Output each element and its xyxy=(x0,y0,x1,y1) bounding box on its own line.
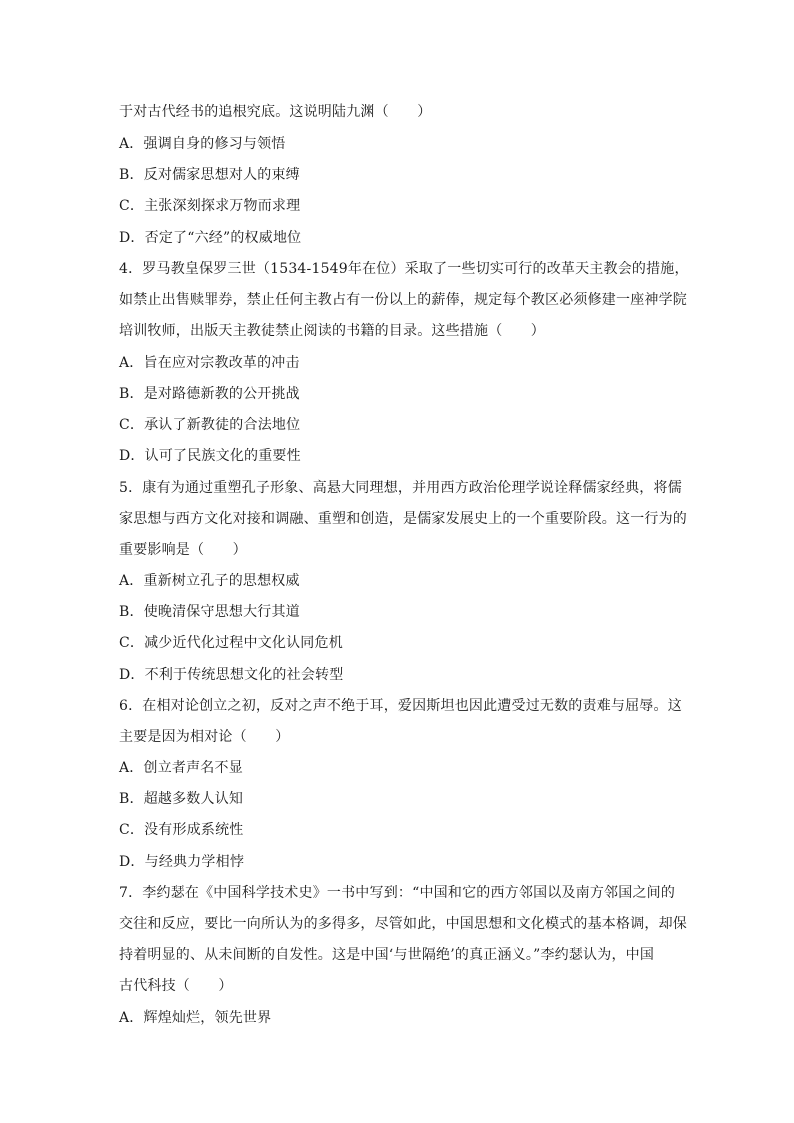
question-3-option-c: C．主张深刻探求万物而求理 xyxy=(119,198,301,214)
question-7-stem-line-4: 古代科技（ ） xyxy=(119,978,233,994)
question-3-option-b: B．反对儒家思想对人的束缚 xyxy=(119,167,300,183)
question-3-stem-continuation: 于对古代经书的追根究底。这说明陆九渊（ ） xyxy=(119,104,432,120)
question-4-stem-line-2: 如禁止出售赎罪券，禁止任何主教占有一份以上的薪俸，规定每个教区必须修建一座神学院 xyxy=(119,292,687,308)
question-5-option-a: A．重新树立孔子的思想权威 xyxy=(119,573,300,589)
question-4-option-b: B．是对路德新教的公开挑战 xyxy=(119,386,300,402)
question-4-stem-line-1: 4．罗马教皇保罗三世（1534-1549年在位）采取了一些切实可行的改革天主教会的措施， xyxy=(119,261,689,277)
question-4-option-c: C．承认了新教徒的合法地位 xyxy=(119,417,301,433)
question-5-stem-line-3: 重要影响是（ ） xyxy=(119,542,247,558)
question-7-stem-line-1: 7．李约瑟在《中国科学技术史》一书中写到：“中国和它的西方邻国以及南方邻国之间的 xyxy=(119,885,676,901)
question-6-option-d: D．与经典力学相悖 xyxy=(119,854,245,870)
question-6-option-a: A．创立者声名不显 xyxy=(119,760,243,776)
question-6-stem-line-1: 6．在相对论创立之初，反对之声不绝于耳，爱因斯坦也因此遭受过无数的责难与屈辱。这 xyxy=(119,698,682,714)
question-4-stem-line-3: 培训牧师，出版天主教徒禁止阅读的书籍的目录。这些措施（ ） xyxy=(119,323,545,339)
question-6-option-c: C．没有形成系统性 xyxy=(119,822,244,838)
question-4-option-a: A．旨在应对宗教改革的冲击 xyxy=(119,355,300,371)
question-4-option-d: D．认可了民族文化的重要性 xyxy=(119,448,301,464)
question-5-option-d: D．不利于传统思想文化的社会转型 xyxy=(119,667,344,683)
question-7-stem-line-3: 持着明显的、从未间断的自发性。这是中国‘与世隔绝’的真正涵义。”李约瑟认为，中国 xyxy=(119,947,655,963)
question-5-stem-line-1: 5．康有为通过重塑孔子形象、高悬大同理想，并用西方政治伦理学说诠释儒家经典，将儒 xyxy=(119,480,682,496)
question-3-option-a: A．强调自身的修习与领悟 xyxy=(119,136,286,152)
question-5-option-c: C．减少近代化过程中文化认同危机 xyxy=(119,635,343,651)
question-3-option-d: D．否定了“六经”的权威地位 xyxy=(119,230,302,246)
question-7-stem-line-2: 交往和反应，要比一向所认为的多得多，尽管如此，中国思想和文化模式的基本格调，却保 xyxy=(119,916,687,932)
question-7-option-a: A．辉煌灿烂，领先世界 xyxy=(119,1010,272,1026)
question-5-stem-line-2: 家思想与西方文化对接和调融、重塑和创造，是儒家发展史上的一个重要阶段。这一行为的 xyxy=(119,511,687,527)
question-6-option-b: B．超越多数人认知 xyxy=(119,791,244,807)
question-6-stem-line-2: 主要是因为相对论（ ） xyxy=(119,729,290,745)
question-5-option-b: B．使晚清保守思想大行其道 xyxy=(119,604,300,620)
